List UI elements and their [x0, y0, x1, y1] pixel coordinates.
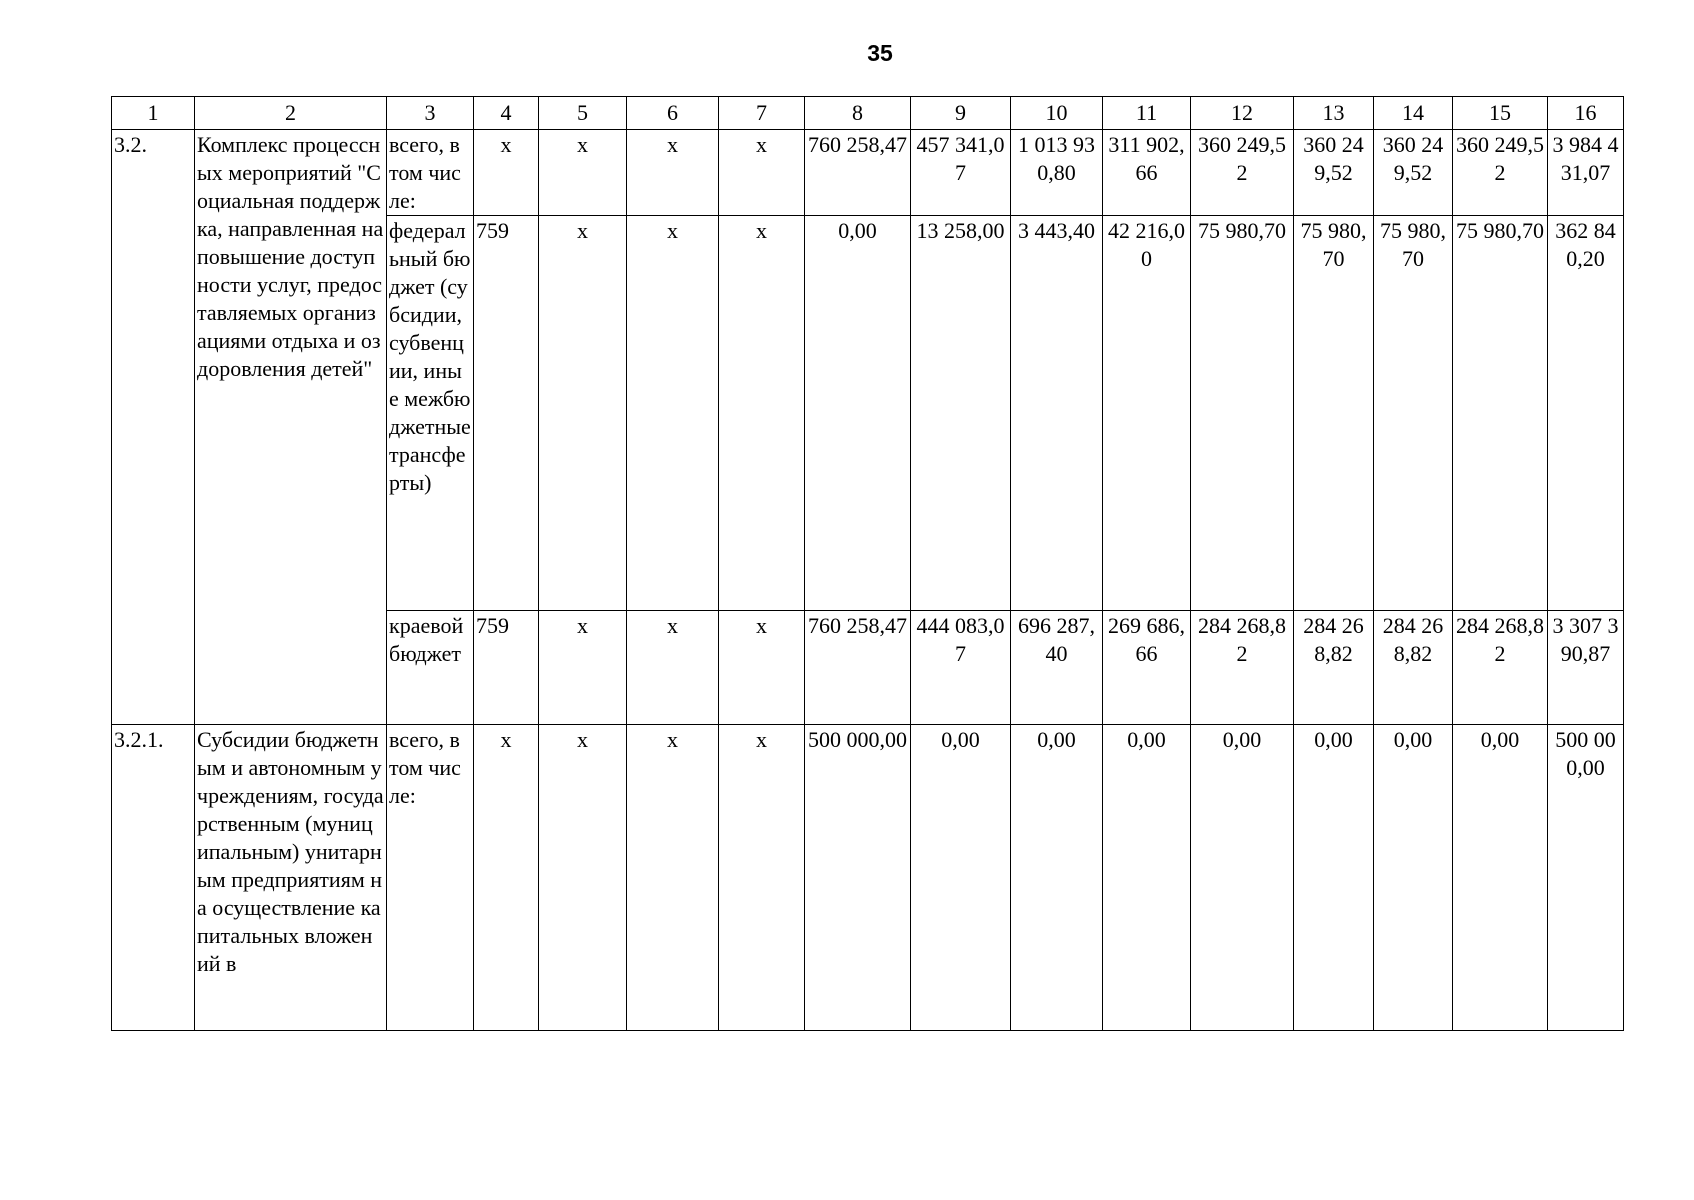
column-header: 3: [387, 97, 474, 130]
amount-cell: 75 980,70: [1191, 216, 1294, 611]
table-cell: х: [719, 611, 805, 725]
amount-cell: 0,00: [1453, 725, 1548, 1031]
funding-source: краевой бюджет: [387, 611, 474, 725]
amount-cell: 0,00: [805, 216, 911, 611]
column-header: 12: [1191, 97, 1294, 130]
amount-cell: 500 000,00: [1548, 725, 1624, 1031]
table-cell: х: [539, 216, 627, 611]
amount-cell: 13 258,00: [911, 216, 1011, 611]
funding-source: всего, в том числе:: [387, 130, 474, 216]
amount-cell: 0,00: [1191, 725, 1294, 1031]
amount-cell: 284 268,82: [1191, 611, 1294, 725]
amount-cell: 0,00: [1011, 725, 1103, 1031]
table-cell: х: [539, 611, 627, 725]
amount-cell: 457 341,07: [911, 130, 1011, 216]
amount-cell: 360 249,52: [1191, 130, 1294, 216]
amount-cell: 444 083,07: [911, 611, 1011, 725]
amount-cell: 760 258,47: [805, 611, 911, 725]
table-cell: х: [719, 130, 805, 216]
column-header: 2: [195, 97, 387, 130]
table-cell: х: [474, 725, 539, 1031]
column-number-row: [112, 97, 1624, 130]
column-header: 11: [1103, 97, 1191, 130]
column-header: 13: [1294, 97, 1374, 130]
column-header: 8: [805, 97, 911, 130]
funding-source: всего, в том числе:: [387, 725, 474, 1031]
funding-source: федеральный бюджет (субсидии, субвенции, иные межбюджетные трансферты): [387, 216, 474, 611]
table-cell: 759: [474, 611, 539, 725]
table-cell: х: [719, 216, 805, 611]
table-cell: 759: [474, 216, 539, 611]
row-name: Субсидии бюджетным и автономным учреждениям, государственным (муниципальным) унитарным предприятиям на осуществление капитальных вложений в: [195, 725, 387, 1031]
table-cell: х: [627, 725, 719, 1031]
column-header: 5: [539, 97, 627, 130]
column-header: 7: [719, 97, 805, 130]
page-number: 35: [867, 40, 893, 66]
table-row: [112, 725, 1624, 1031]
row-name: Комплекс процессных мероприятий "Социальная поддержка, направленная на повышение доступности услуг, предоставляемых организациями отдыха и оздоровления детей": [195, 130, 387, 725]
column-header: 1: [112, 97, 195, 130]
amount-cell: 75 980,70: [1374, 216, 1453, 611]
column-header: 9: [911, 97, 1011, 130]
table-cell: х: [627, 130, 719, 216]
amount-cell: 0,00: [1374, 725, 1453, 1031]
amount-cell: 362 840,20: [1548, 216, 1624, 611]
amount-cell: 760 258,47: [805, 130, 911, 216]
amount-cell: 75 980,70: [1294, 216, 1374, 611]
budget-table: [111, 96, 1624, 1031]
amount-cell: 3 984 431,07: [1548, 130, 1624, 216]
amount-cell: 311 902,66: [1103, 130, 1191, 216]
column-header: 6: [627, 97, 719, 130]
amount-cell: 42 216,00: [1103, 216, 1191, 611]
amount-cell: 696 287,40: [1011, 611, 1103, 725]
table-cell: х: [539, 130, 627, 216]
table-cell: х: [627, 611, 719, 725]
amount-cell: 284 268,82: [1453, 611, 1548, 725]
table-cell: х: [539, 725, 627, 1031]
table-cell: х: [627, 216, 719, 611]
amount-cell: 284 268,82: [1374, 611, 1453, 725]
table-cell: х: [719, 725, 805, 1031]
amount-cell: 0,00: [911, 725, 1011, 1031]
amount-cell: 0,00: [1294, 725, 1374, 1031]
amount-cell: 3 443,40: [1011, 216, 1103, 611]
row-number: 3.2.1.: [112, 725, 195, 1031]
column-header: 4: [474, 97, 539, 130]
amount-cell: 1 013 930,80: [1011, 130, 1103, 216]
amount-cell: 269 686,66: [1103, 611, 1191, 725]
amount-cell: 284 268,82: [1294, 611, 1374, 725]
amount-cell: 360 249,52: [1374, 130, 1453, 216]
amount-cell: 500 000,00: [805, 725, 911, 1031]
amount-cell: 360 249,52: [1453, 130, 1548, 216]
table-cell: х: [474, 130, 539, 216]
amount-cell: 75 980,70: [1453, 216, 1548, 611]
amount-cell: 360 249,52: [1294, 130, 1374, 216]
column-header: 15: [1453, 97, 1548, 130]
column-header: 16: [1548, 97, 1624, 130]
amount-cell: 0,00: [1103, 725, 1191, 1031]
column-header: 10: [1011, 97, 1103, 130]
table-row: [112, 130, 1624, 216]
amount-cell: 3 307 390,87: [1548, 611, 1624, 725]
column-header: 14: [1374, 97, 1453, 130]
row-number: 3.2.: [112, 130, 195, 725]
